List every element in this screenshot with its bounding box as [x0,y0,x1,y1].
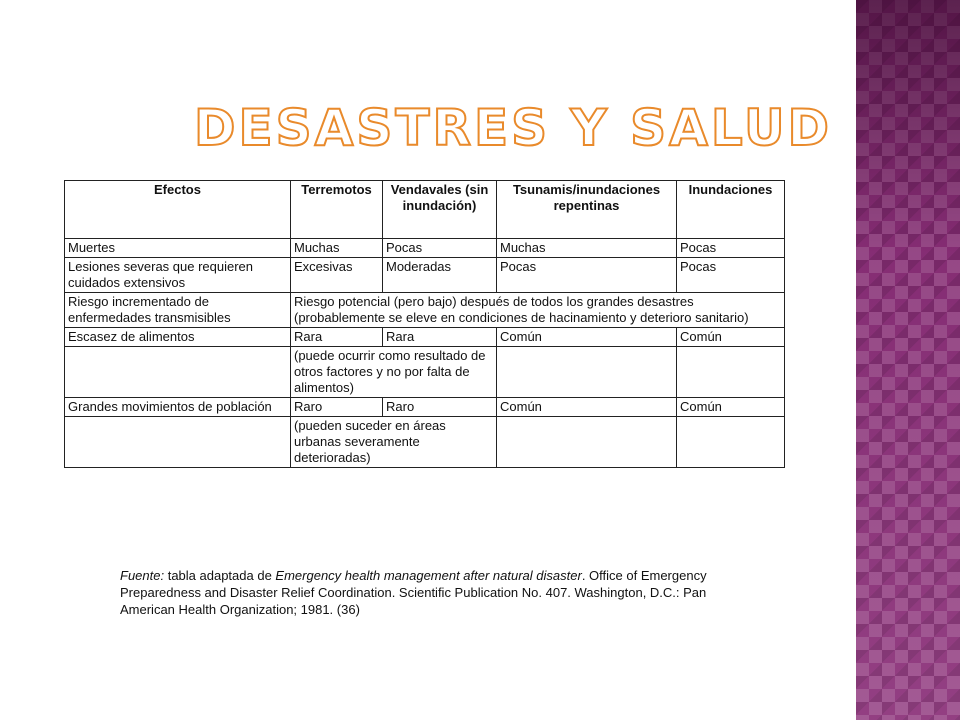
header-efectos: Efectos [65,181,291,239]
cell-value: Pocas [497,258,677,293]
row-label: Lesiones severas que requieren cuidados extensivos [65,258,291,293]
cell-value: Moderadas [383,258,497,293]
cell-value: Muchas [291,239,383,258]
cell-value: Rara [291,328,383,347]
header-inundaciones: Inundaciones [677,181,785,239]
table-row [65,328,785,347]
table-row [65,293,785,328]
empty-cell [677,347,785,398]
empty-cell [65,417,291,468]
cell-value: Rara [383,328,497,347]
empty-cell [65,347,291,398]
cell-value: Común [677,398,785,417]
note-cell: (pueden suceder en áreas urbanas severamente deterioradas) [291,417,497,468]
merged-cell-value: Riesgo potencial (pero bajo) después de todos los grandes desastres (probablemente se eleve en condiciones de hacinamiento y deterioro sanitario) [291,293,785,328]
row-label: Escasez de alimentos [65,328,291,347]
cell-value: Raro [291,398,383,417]
cell-value: Común [497,328,677,347]
cell-value: Muchas [497,239,677,258]
note-cell: (puede ocurrir como resultado de otros factores y no por falta de alimentos) [291,347,497,398]
decorative-side-band [856,0,960,720]
empty-cell [497,417,677,468]
row-label: Grandes movimientos de población [65,398,291,417]
header-vendavales: Vendavales (sin inundación) [383,181,497,239]
cell-value: Excesivas [291,258,383,293]
source-work-title: Emergency health management after natural disaster [275,568,582,583]
source-rest: . Office of Emergency Preparedness and Disaster Relief Coordination. Scientific Publication No. 407. Washington, D.C.: Pan American Health Organization; 1981. (36) [120,568,707,617]
cell-value: Pocas [677,258,785,293]
source-label: Fuente: [120,568,165,583]
table-header-row [65,181,785,239]
header-tsunamis: Tsunamis/inundaciones repentinas [497,181,677,239]
source-citation [120,567,730,618]
empty-cell [677,417,785,468]
table-row [65,398,785,417]
source-pre: tabla adaptada de [164,568,276,583]
cell-value: Común [497,398,677,417]
table-row [65,239,785,258]
cell-value: Común [677,328,785,347]
row-label: Riesgo incrementado de enfermedades transmisibles [65,293,291,328]
table-row [65,258,785,293]
slide-title: DESASTRES Y SALUD [194,99,833,157]
header-terremotos: Terremotos [291,181,383,239]
cell-value: Raro [383,398,497,417]
empty-cell [497,347,677,398]
cell-value: Pocas [383,239,497,258]
cell-value: Pocas [677,239,785,258]
row-label: Muertes [65,239,291,258]
table-row [65,347,785,398]
disaster-effects-table [64,180,785,468]
table-row [65,417,785,468]
